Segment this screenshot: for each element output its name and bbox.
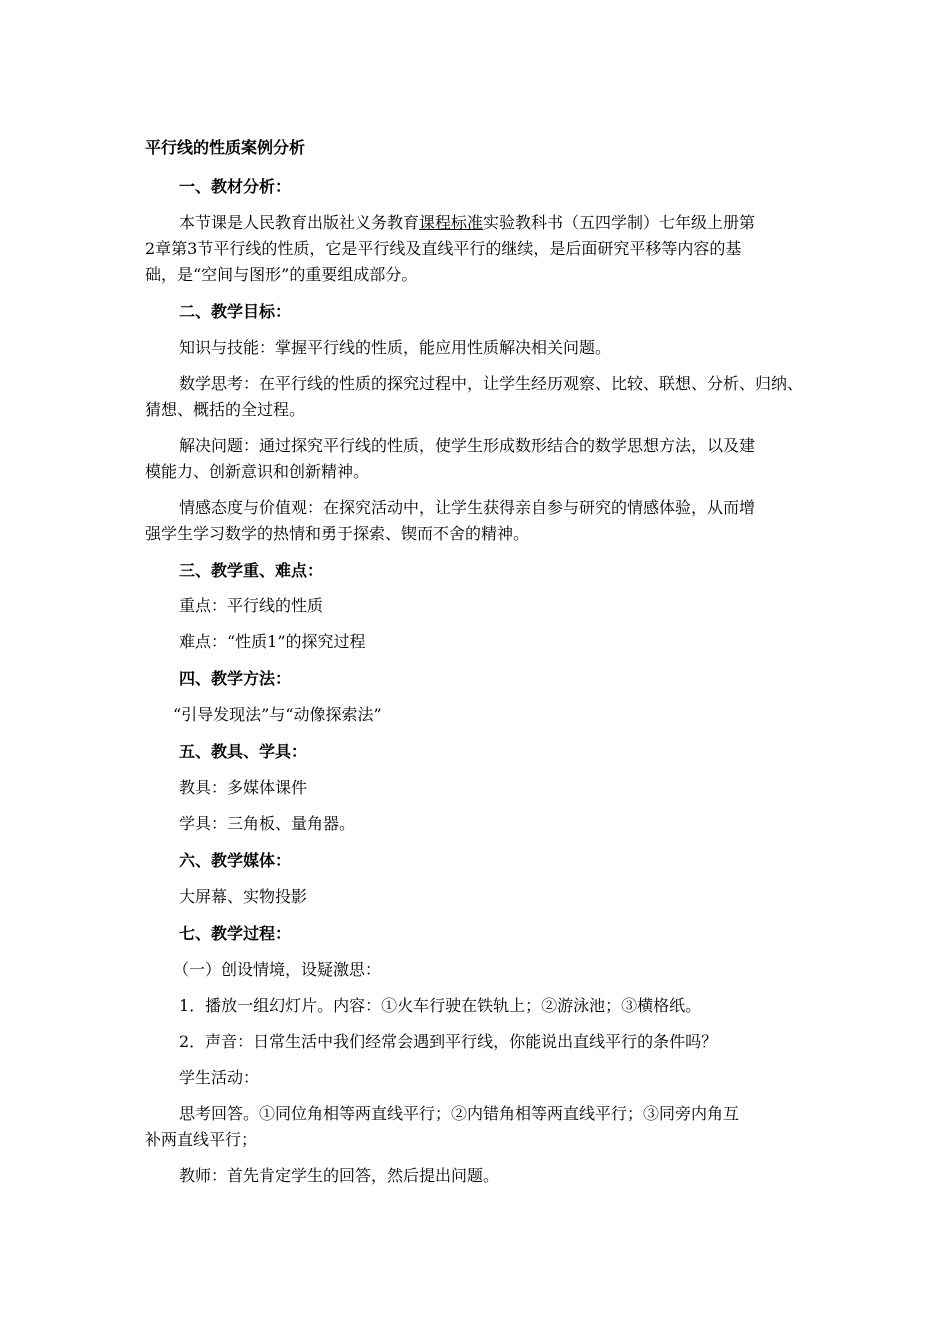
paragraph-line: 情感态度与价值观：在探究活动中，让学生获得亲自参与研究的情感体验，从而增	[179, 498, 756, 517]
paragraph-line: 思考回答。①同位角相等两直线平行；②内错角相等两直线平行；③同旁内角互	[179, 1104, 740, 1123]
section-heading-key-points: 三、教学重、难点：	[179, 561, 324, 580]
paragraph-line: 重点：平行线的性质	[179, 596, 324, 615]
paragraph-line: 补两直线平行；	[145, 1130, 258, 1149]
text-span: 本节课是人民教育出版社义务教育	[179, 213, 420, 232]
paragraph-line	[179, 210, 849, 236]
paragraph-line: 1．播放一组幻灯片。内容：①火车行驶在铁轨上；②游泳池；③横格纸。	[179, 996, 702, 1015]
paragraph-line: 学生活动：	[179, 1068, 260, 1087]
section-heading-teaching-tools: 五、教具、学具：	[179, 742, 308, 761]
curriculum-standard-link[interactable]: 课程标准	[419, 213, 484, 232]
document-title: 平行线的性质案例分析	[145, 138, 306, 157]
paragraph-line: “引导发现法”与“动像探索法”	[173, 705, 382, 724]
paragraph-line: 2．声音：日常生活中我们经常会遇到平行线，你能说出直线平行的条件吗？	[179, 1032, 718, 1051]
paragraph-line: 模能力、创新意识和创新精神。	[145, 462, 370, 481]
paragraph-line: 知识与技能：掌握平行线的性质，能应用性质解决相关问题。	[179, 338, 612, 357]
paragraph-line: 教具：多媒体课件	[179, 778, 308, 797]
paragraph-line: 猜想、概括的全过程。	[145, 400, 306, 419]
section-heading-teaching-process: 七、教学过程：	[179, 924, 292, 943]
paragraph-line: 强学生学习数学的热情和勇于探索、锲而不舍的精神。	[145, 524, 530, 543]
section-heading-textbook-analysis: 一、教材分析：	[179, 177, 292, 196]
paragraph-line: 难点：“性质1”的探究过程	[179, 632, 366, 651]
paragraph-line: 教师：首先肯定学生的回答，然后提出问题。	[179, 1166, 500, 1185]
paragraph-line: 础，是“空间与图形”的重要组成部分。	[145, 265, 418, 284]
paragraph-line: 2章第3节平行线的性质，它是平行线及直线平行的继续，是后面研究平移等内容的基	[145, 239, 742, 258]
paragraph-line: 学具：三角板、量角器。	[179, 814, 356, 833]
paragraph-line: 大屏幕、实物投影	[179, 887, 308, 906]
paragraph-line: （一）创设情境，设疑激思：	[173, 960, 382, 979]
section-heading-teaching-objectives: 二、教学目标：	[179, 302, 292, 321]
paragraph-line: 解决问题：通过探究平行线的性质，使学生形成数形结合的数学思想方法，以及建	[179, 436, 756, 455]
paragraph-line: 数学思考：在平行线的性质的探究过程中，让学生经历观察、比较、联想、分析、归纳、	[179, 374, 804, 393]
section-heading-teaching-methods: 四、教学方法：	[179, 669, 292, 688]
text-span: 实验教科书（五四学制）七年级上册第	[483, 213, 756, 232]
section-heading-teaching-media: 六、教学媒体：	[179, 851, 292, 870]
